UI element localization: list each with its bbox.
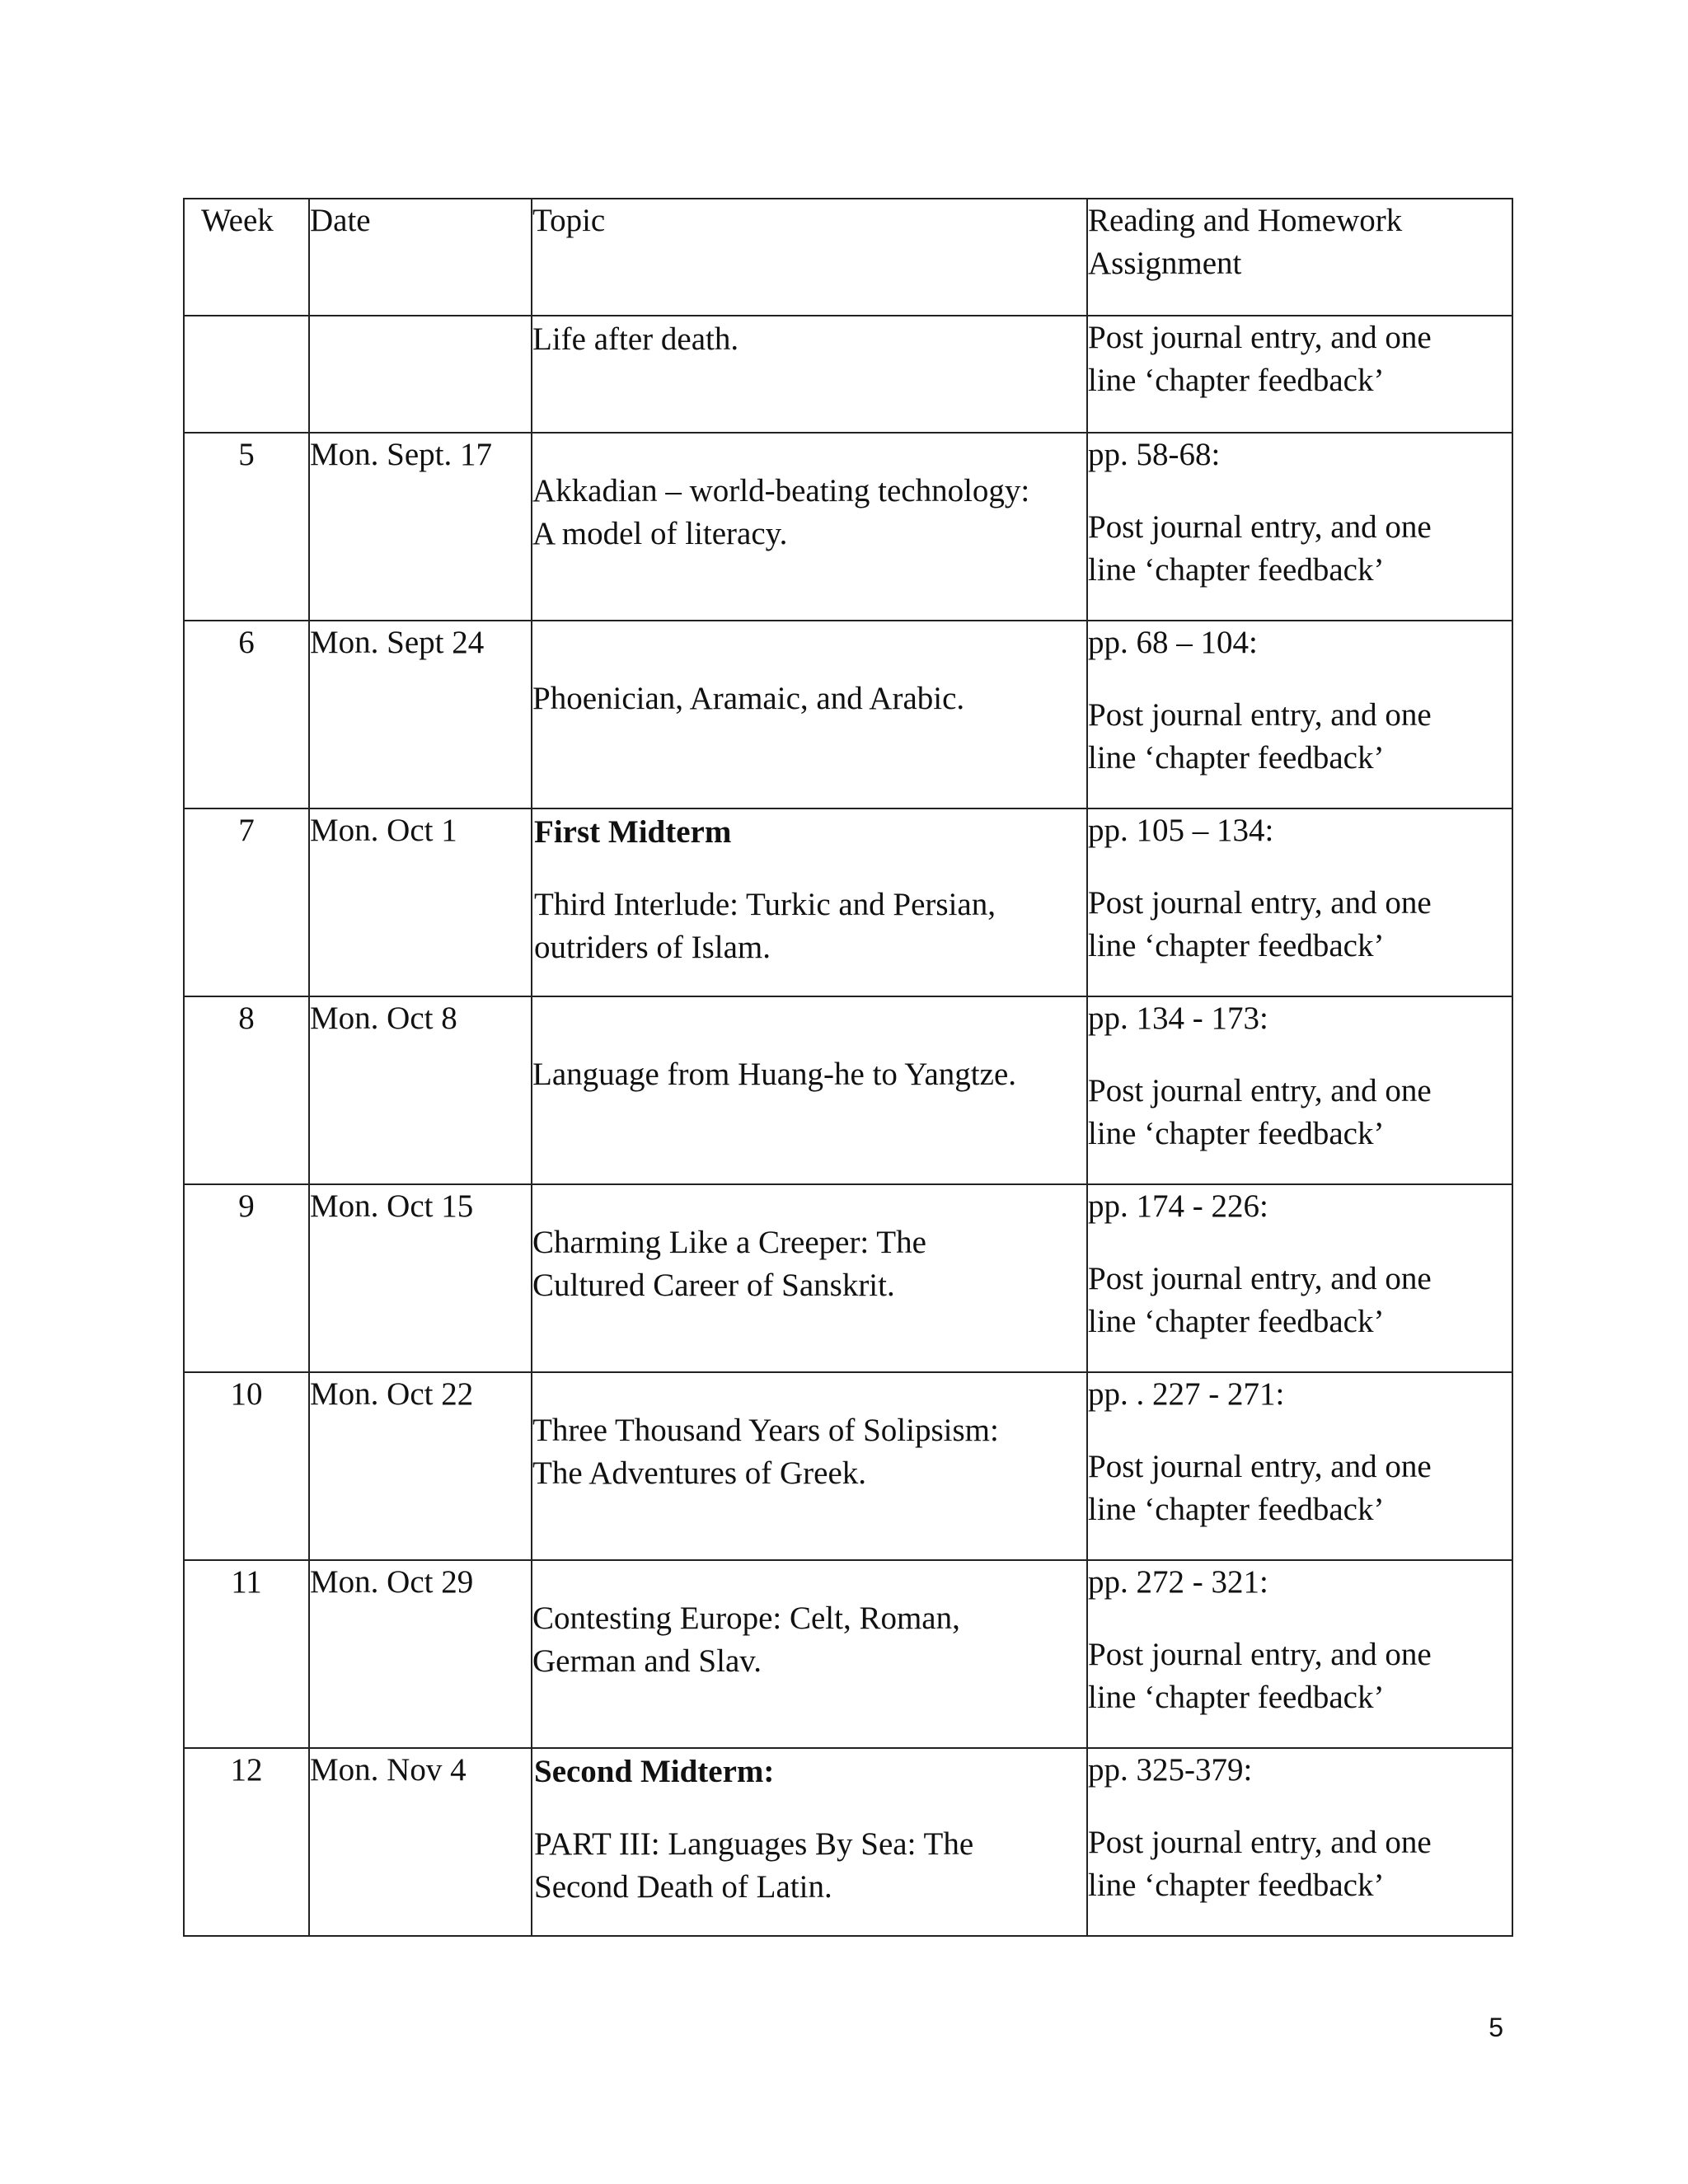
- topic-cell: Second Midterm: PART III: Languages By Sea: The Second Death of Latin.: [532, 1748, 1087, 1936]
- date-cell: Mon. Sept 24: [309, 621, 532, 808]
- table-row: [184, 433, 1512, 621]
- reading-cell: pp. 68 – 104: Post journal entry, and one line ‘chapter feedback’: [1087, 621, 1512, 808]
- topic-cell: Contesting Europe: Celt, Roman, German and Slav.: [532, 1560, 1087, 1748]
- table-row: [184, 1748, 1512, 1936]
- midterm-label: First Midterm: [534, 814, 732, 850]
- topic-cell: Akkadian – world-beating technology: A model of literacy.: [532, 433, 1087, 621]
- header-reading: Reading and Homework Assignment: [1087, 199, 1512, 316]
- reading-cell: pp. 105 – 134: Post journal entry, and one line ‘chapter feedback’: [1087, 808, 1512, 996]
- reading-cell: pp. 134 - 173: Post journal entry, and one line ‘chapter feedback’: [1087, 996, 1512, 1184]
- week-cell: 8: [184, 996, 309, 1184]
- topic-cell: Charming Like a Creeper: The Cultured Career of Sanskrit.: [532, 1184, 1087, 1372]
- table-row: [184, 621, 1512, 808]
- date-cell: [309, 316, 532, 433]
- table-row: [184, 1184, 1512, 1372]
- table-row: [184, 316, 1512, 433]
- table-row: [184, 996, 1512, 1184]
- topic-cell: Phoenician, Aramaic, and Arabic.: [532, 621, 1087, 808]
- table-row: [184, 808, 1512, 996]
- topic-cell: Three Thousand Years of Solipsism: The Adventures of Greek.: [532, 1372, 1087, 1560]
- week-cell: 5: [184, 433, 309, 621]
- header-date: Date: [309, 199, 532, 316]
- date-cell: Mon. Oct 15: [309, 1184, 532, 1372]
- week-cell: 11: [184, 1560, 309, 1748]
- date-cell: Mon. Sept. 17: [309, 433, 532, 621]
- date-cell: Mon. Oct 22: [309, 1372, 532, 1560]
- reading-cell: pp. 58-68: Post journal entry, and one line ‘chapter feedback’: [1087, 433, 1512, 621]
- week-cell: 6: [184, 621, 309, 808]
- date-cell: Mon. Oct 29: [309, 1560, 532, 1748]
- reading-cell: pp. . 227 - 271: Post journal entry, and one line ‘chapter feedback’: [1087, 1372, 1512, 1560]
- reading-cell: pp. 272 - 321: Post journal entry, and one line ‘chapter feedback’: [1087, 1560, 1512, 1748]
- week-cell: 10: [184, 1372, 309, 1560]
- table-header-row: [184, 199, 1512, 316]
- midterm-label: Second Midterm:: [534, 1754, 775, 1789]
- page-number: 5: [1489, 2013, 1503, 2042]
- reading-cell: Post journal entry, and one line ‘chapter feedback’: [1087, 316, 1512, 433]
- header-topic: Topic: [532, 199, 1087, 316]
- table-row: [184, 1372, 1512, 1560]
- reading-cell: pp. 174 - 226: Post journal entry, and one line ‘chapter feedback’: [1087, 1184, 1512, 1372]
- topic-cell: Life after death.: [532, 316, 1087, 433]
- week-cell: 9: [184, 1184, 309, 1372]
- reading-cell: pp. 325-379: Post journal entry, and one line ‘chapter feedback’: [1087, 1748, 1512, 1936]
- date-cell: Mon. Oct 8: [309, 996, 532, 1184]
- date-cell: Mon. Nov 4: [309, 1748, 532, 1936]
- week-cell: [184, 316, 309, 433]
- table-row: [184, 1560, 1512, 1748]
- week-cell: 7: [184, 808, 309, 996]
- course-schedule-table: [183, 198, 1513, 1937]
- header-week: Week: [184, 199, 309, 316]
- topic-cell: Language from Huang-he to Yangtze.: [532, 996, 1087, 1184]
- week-cell: 12: [184, 1748, 309, 1936]
- topic-cell: First Midterm Third Interlude: Turkic and Persian, outriders of Islam.: [532, 808, 1087, 996]
- date-cell: Mon. Oct 1: [309, 808, 532, 996]
